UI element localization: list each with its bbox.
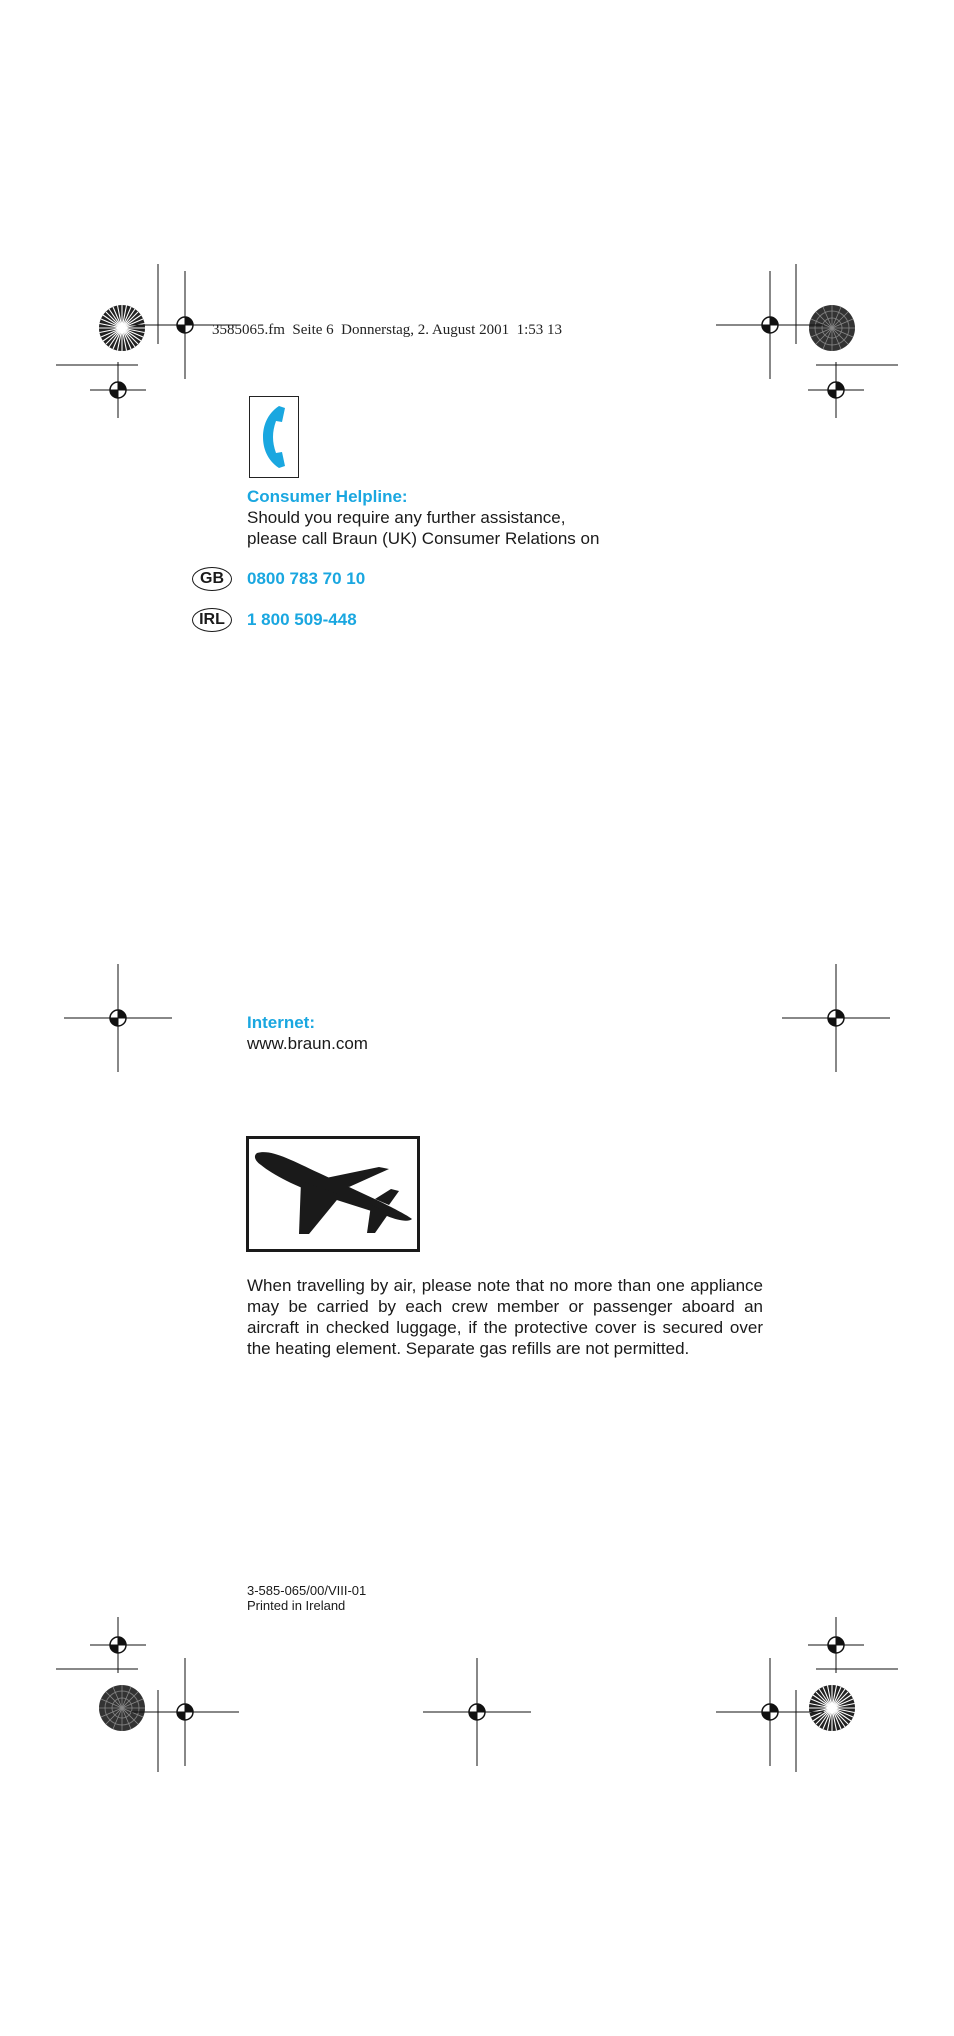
document-code: 3-585-065/00/VIII-01: [247, 1583, 367, 1598]
printed-in: Printed in Ireland: [247, 1598, 346, 1613]
helpline-heading: Consumer Helpline:: [247, 487, 408, 506]
website-link[interactable]: www.braun.com: [247, 1034, 368, 1053]
airplane-icon: [249, 1139, 417, 1249]
phone-row-gb: [192, 565, 365, 593]
phone-handset-icon: [259, 402, 289, 472]
country-badge: GB: [192, 567, 232, 591]
internet-section: [247, 1013, 368, 1054]
phone-number[interactable]: 1 800 509-448: [247, 610, 357, 629]
country-badge: IRL: [192, 608, 232, 632]
helpline-line-1: Should you require any further assistance,: [247, 508, 566, 527]
phone-icon-box: [249, 396, 299, 478]
phone-row-irl: [192, 606, 357, 634]
footer: [247, 1583, 366, 1613]
phone-number[interactable]: 0800 783 70 10: [247, 569, 366, 588]
air-travel-notice: When travelling by air, please note that no more than one appliance may be carried by each crew member or passenger aboard an aircraft in checked luggage, if the protective cover is secured over the heating element. Separate gas refills are not permitted.: [247, 1276, 763, 1358]
helpline-line-2: please call Braun (UK) Consumer Relations on: [247, 529, 600, 548]
print-slug-line: 3585065.fm Seite 6 Donnerstag, 2. August 2001 1:53 13: [212, 322, 562, 338]
consumer-helpline-section: [247, 487, 667, 549]
internet-heading: Internet:: [247, 1013, 315, 1032]
airplane-icon-box: [246, 1136, 420, 1252]
